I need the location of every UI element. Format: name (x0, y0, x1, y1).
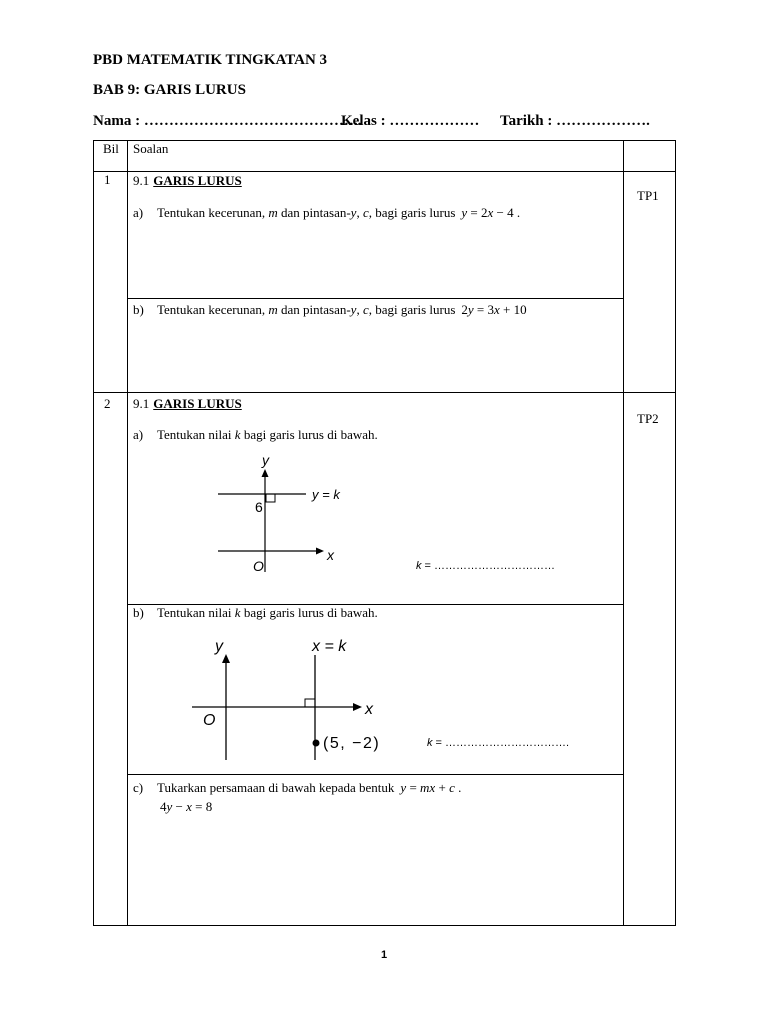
variable-k: k (234, 427, 241, 442)
question-text: bagi garis lurus di bawah. (240, 427, 378, 442)
answer-line (427, 737, 569, 750)
equation-variable: y (166, 799, 173, 814)
equation-variable: mx (420, 780, 436, 795)
part-label: c) (133, 780, 144, 795)
section-number: 9.1 (133, 173, 150, 188)
date-field: Tarikh : ………………. (500, 113, 650, 129)
table-border-top (93, 140, 676, 141)
equation-variable: y (467, 302, 474, 317)
point-marker (313, 740, 320, 747)
question-2a (133, 427, 378, 442)
variable-y: y (350, 205, 357, 220)
y-axis-label: y (215, 638, 223, 655)
question-text: Tentukan nilai (157, 427, 235, 442)
y-axis-arrow-icon (222, 654, 230, 663)
row-number: 2 (104, 396, 111, 411)
point-label: (5, −2) (323, 735, 381, 752)
equation-term: = 8 (191, 799, 213, 814)
equation-variable: c (449, 780, 455, 795)
part-label: a) (133, 427, 144, 442)
equation-term: = 3 (473, 302, 495, 317)
column-header-bil: Bil (103, 141, 119, 156)
equation-term: = 2 (467, 205, 488, 220)
question-1b (133, 302, 527, 317)
question-1a (133, 205, 520, 220)
table-border-bottom (93, 925, 676, 926)
equation (461, 205, 520, 220)
part-label: b) (133, 302, 144, 317)
section-number: 9.1 (133, 396, 150, 411)
section-heading (133, 173, 242, 188)
document-title: PBD MATEMATIK TINGKATAN 3 (93, 52, 328, 68)
graph-horizontal-line (200, 450, 350, 580)
answer-line (416, 560, 555, 573)
tp-level: TP2 (637, 411, 659, 426)
question-2c (133, 780, 461, 795)
variable-y: y (350, 302, 357, 317)
given-equation (160, 799, 212, 814)
origin-label: O (203, 712, 216, 729)
question-2b (133, 605, 378, 620)
y-axis-arrow-icon (262, 469, 269, 477)
y-intercept-label: 6 (255, 499, 263, 515)
equation-term: − 4 . (493, 205, 521, 220)
equation-variable: y (461, 205, 468, 220)
variable-m: m (268, 302, 278, 317)
variable-c: c (362, 302, 369, 317)
table-border-right (675, 140, 676, 926)
part-divider (127, 774, 624, 775)
answer-variable: k (416, 560, 422, 572)
equation-term: . (454, 780, 462, 795)
question-text: Tentukan kecerunan, (157, 205, 269, 220)
section-title: GARIS LURUS (153, 173, 242, 188)
equation-variable: y (400, 780, 407, 795)
page-number: 1 (381, 949, 388, 961)
column-divider-tp (623, 140, 624, 926)
equation (461, 302, 526, 317)
column-header-soalan: Soalan (133, 141, 169, 156)
table-header-divider (93, 171, 676, 172)
question-text: dan pintasan- (277, 205, 351, 220)
part-divider (127, 298, 624, 299)
name-field: Nama : …………………………………….. (93, 113, 362, 129)
equation (400, 780, 461, 795)
section-heading (133, 396, 242, 411)
answer-blank: = ……………………………. (432, 737, 570, 749)
column-divider-bil (127, 140, 128, 926)
table-row-divider (93, 392, 676, 393)
question-text: dan pintasan- (277, 302, 351, 317)
line-label: y = k (312, 487, 340, 502)
equation-term: + 10 (499, 302, 527, 317)
chapter-title: BAB 9: GARIS LURUS (93, 82, 246, 98)
equation-variable: x (186, 799, 192, 814)
equation-term: 2 (461, 302, 468, 317)
variable-c: c (362, 205, 369, 220)
equation-variable: x (494, 302, 500, 317)
x-axis-arrow-icon (316, 548, 324, 555)
question-text: bagi garis lurus di bawah. (240, 605, 378, 620)
row-number: 1 (104, 172, 111, 187)
variable-m: m (268, 205, 278, 220)
origin-label: O (253, 558, 264, 574)
graph-vertical-line (185, 630, 400, 765)
line-label: x = k (312, 638, 347, 655)
x-axis-arrow-icon (353, 703, 362, 711)
equation-term: + (435, 780, 450, 795)
equation-term: 4 (160, 799, 167, 814)
part-label: b) (133, 605, 144, 620)
right-angle-marker (305, 699, 315, 707)
class-field: Kelas : ……………… (341, 113, 480, 129)
question-text: , (356, 205, 363, 220)
question-text: , bagi garis lurus (368, 302, 456, 317)
table-border-left (93, 140, 94, 926)
x-axis-label: x (365, 701, 373, 718)
part-label: a) (133, 205, 144, 220)
right-angle-marker (266, 494, 275, 502)
question-text: , (356, 302, 363, 317)
equation-term: = (406, 780, 421, 795)
answer-blank: = …………………………… (421, 560, 556, 572)
question-text: Tukarkan persamaan di bawah kepada bentuk (157, 780, 395, 795)
equation-variable: x (487, 205, 494, 220)
equation-term: − (172, 799, 187, 814)
tp-level: TP1 (637, 188, 659, 203)
variable-k: k (234, 605, 241, 620)
section-title: GARIS LURUS (153, 396, 242, 411)
question-text: , bagi garis lurus (368, 205, 456, 220)
x-axis-label: x (327, 547, 334, 563)
question-text: Tentukan kecerunan, (157, 302, 269, 317)
answer-variable: k (427, 737, 433, 749)
question-text: Tentukan nilai (157, 605, 235, 620)
y-axis-label: y (262, 452, 269, 468)
